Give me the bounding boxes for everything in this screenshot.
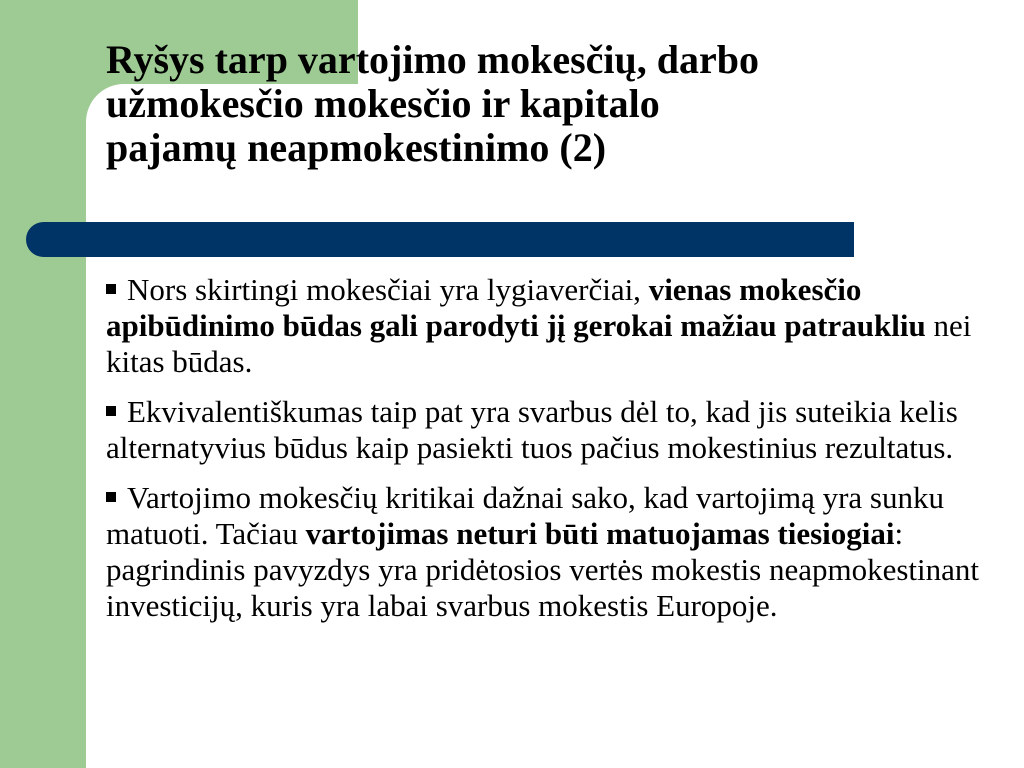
bullet-item-3 [106,480,1006,624]
title-underline-bar [26,222,854,257]
bullet-1-emphasis: vienas mokesčio apibūdinimo būdas gali parodyti jį gerokai mažiau patraukliu [106,272,926,343]
bullet-1-text-end: nei kitas būdas. [106,308,972,379]
bullet-item-1 [106,272,1006,380]
slide-body [106,272,1006,638]
slide-title: Ryšys tarp vartojimo mokesčių, darbo užmokesčio mokesčio ir kapitalo pajamų neapmokestinimo (2) [106,37,760,170]
square-bullet-icon [106,284,116,294]
bullet-1-text: Nors skirtingi mokesčiai yra lygiaverčiai, [127,272,649,307]
bullet-3-emphasis: vartojimas neturi būti matuojamas tiesiogiai [305,516,895,551]
bullet-2-text: Ekvivalentiškumas taip pat yra svarbus dėl to, kad jis suteikia kelis alternatyvius būdus kaip pasiekti tuos pačius mokestinius rezultatus. [106,394,958,465]
bullet-3-text: Vartojimo mokesčių kritikai dažnai sako, kad vartojimą yra sunku matuoti. Tačiau [106,480,944,551]
square-bullet-icon [106,492,116,502]
square-bullet-icon [106,406,116,416]
bullet-3-text-end: : pagrindinis pavyzdys yra pridėtosios vertės mokestis neapmokestinant investicijų, kuris yra labai svarbus mokestis Europoje. [106,516,979,623]
bullet-item-2 [106,394,1006,466]
